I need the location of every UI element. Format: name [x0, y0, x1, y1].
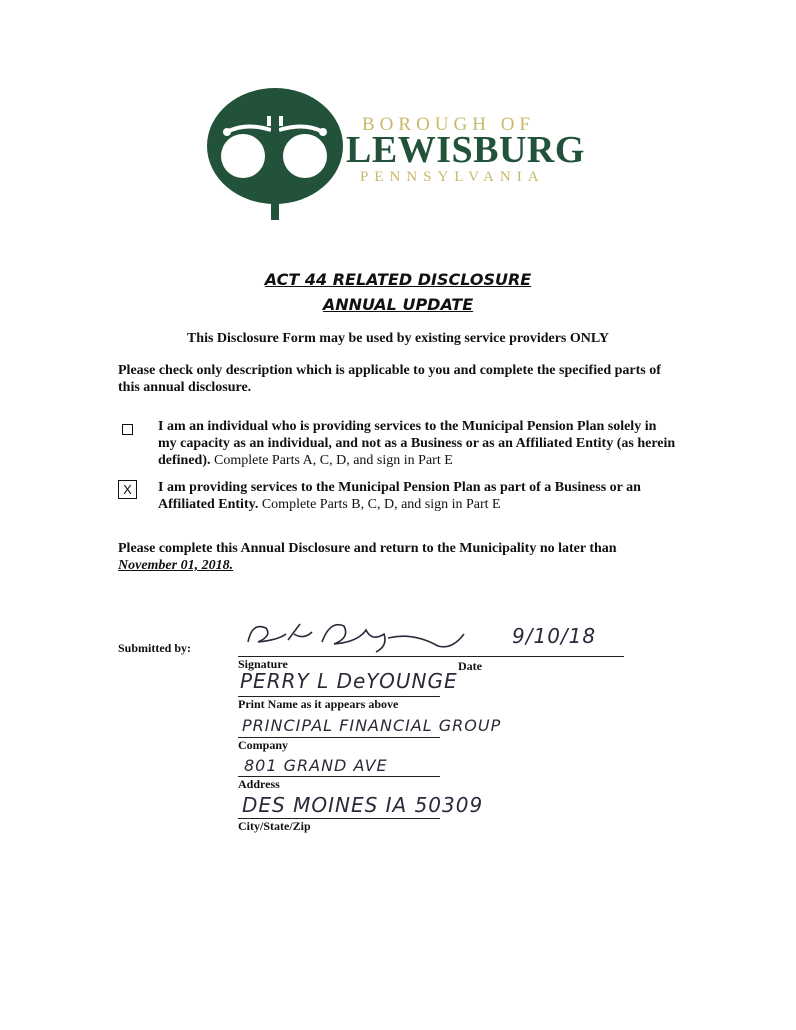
- company-value[interactable]: PRINCIPAL FINANCIAL GROUP: [242, 716, 502, 735]
- option-individual-plain: Complete Parts A, C, D, and sign in Part E: [214, 453, 453, 468]
- logo-lewisburg: LEWISBURG: [346, 129, 585, 171]
- print-name-value[interactable]: PERRY L DeYOUNGE: [240, 669, 458, 693]
- deadline-date: November 01, 2018.: [118, 558, 234, 573]
- document-title: ACT 44 RELATED DISCLOSURE: [264, 270, 532, 289]
- option-individual-bold: I am an individual who is providing services to the Municipal Pension Plan solely in my capacity as an individual, and not as a Business or as an Affiliated Entity (as herein defined).: [158, 419, 676, 468]
- option-business-plain: Complete Parts B, C, D, and sign in Part E: [261, 497, 501, 512]
- document-subtitle: ANNUAL UPDATE: [322, 295, 474, 314]
- checkbox-individual[interactable]: [122, 424, 133, 435]
- option-individual: [158, 418, 678, 469]
- address-label: Address: [238, 777, 280, 791]
- return-instructions: [118, 540, 678, 574]
- city-state-zip-value[interactable]: DES MOINES IA 50309: [242, 793, 484, 817]
- return-text: Please complete this Annual Disclosure and return to the Municipality no later than: [118, 541, 617, 556]
- date-label: Date: [458, 659, 482, 673]
- city-state-zip-label: City/State/Zip: [238, 819, 311, 833]
- signature-label: Signature: [238, 657, 288, 671]
- print-name-label: Print Name as it appears above: [238, 697, 399, 711]
- option-business-bold: I am providing services to the Municipal Pension Plan as part of a Business or an Affiliated Entity.: [158, 480, 641, 512]
- checkbox-business[interactable]: X: [118, 480, 137, 499]
- date-value[interactable]: 9/10/18: [512, 624, 597, 648]
- borough-seal-logo: [205, 86, 365, 220]
- option-business: [158, 479, 678, 513]
- company-label: Company: [238, 738, 289, 752]
- usage-notice: This Disclosure Form may be used by existing service providers ONLY: [186, 331, 610, 346]
- logo-borough-of: BOROUGH OF: [362, 114, 535, 135]
- instructions: Please check only description which is applicable to you and complete the specified parts of this annual disclosure.: [118, 363, 661, 395]
- submitted-by-label: Submitted by:: [118, 641, 192, 655]
- handwritten-signature: [238, 612, 478, 658]
- address-value[interactable]: 801 GRAND AVE: [244, 756, 388, 775]
- logo-pennsylvania: PENNSYLVANIA: [360, 169, 545, 185]
